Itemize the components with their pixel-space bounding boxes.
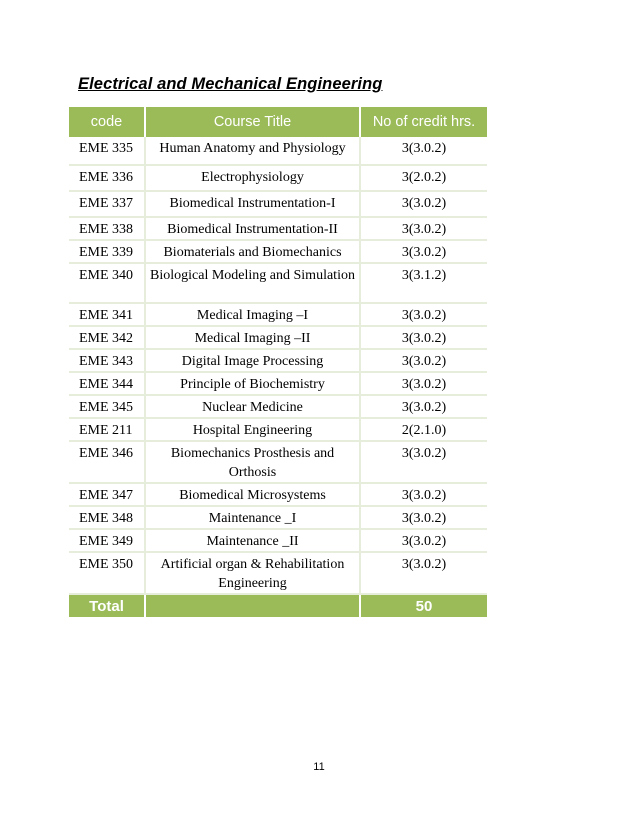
- course-title: Biomedical Instrumentation-I: [145, 191, 360, 217]
- table-row: [69, 217, 487, 240]
- course-credits: 3(3.0.2): [360, 326, 487, 349]
- course-code: EME 339: [69, 240, 145, 263]
- course-code: EME 211: [69, 418, 145, 441]
- course-code: EME 350: [69, 552, 145, 594]
- course-code: EME 342: [69, 326, 145, 349]
- table-row: [69, 165, 487, 191]
- course-credits: 3(3.0.2): [360, 303, 487, 326]
- course-credits: 3(2.0.2): [360, 165, 487, 191]
- course-credits: 3(3.0.2): [360, 506, 487, 529]
- table-row: [69, 326, 487, 349]
- table-row: [69, 441, 487, 483]
- table-row: [69, 552, 487, 594]
- course-code: EME 348: [69, 506, 145, 529]
- page-number: 11: [313, 761, 325, 773]
- section-heading: Electrical and Mechanical Engineering: [78, 75, 383, 93]
- course-table-body: [69, 137, 487, 594]
- table-row: [69, 191, 487, 217]
- course-credits: 3(3.0.2): [360, 217, 487, 240]
- course-code: EME 341: [69, 303, 145, 326]
- course-title: Biomedical Microsystems: [145, 483, 360, 506]
- course-title: Human Anatomy and Physiology: [145, 137, 360, 165]
- table-header-row: [69, 107, 487, 137]
- course-title: Biomaterials and Biomechanics: [145, 240, 360, 263]
- table-row: [69, 349, 487, 372]
- course-title: Artificial organ & Rehabilitation Engineering: [145, 552, 360, 594]
- total-row: [69, 594, 487, 617]
- course-credits: 3(3.0.2): [360, 349, 487, 372]
- course-credits: 3(3.0.2): [360, 372, 487, 395]
- table-row: [69, 137, 487, 165]
- course-table: [69, 107, 487, 617]
- course-credits: 3(3.0.2): [360, 137, 487, 165]
- course-title: Digital Image Processing: [145, 349, 360, 372]
- table-row: [69, 303, 487, 326]
- course-code: EME 349: [69, 529, 145, 552]
- course-credits: 3(3.0.2): [360, 191, 487, 217]
- total-label: Total: [69, 594, 145, 617]
- course-title: Biological Modeling and Simulation: [145, 263, 360, 303]
- course-code: EME 345: [69, 395, 145, 418]
- course-code: EME 336: [69, 165, 145, 191]
- course-code: EME 337: [69, 191, 145, 217]
- course-code: EME 340: [69, 263, 145, 303]
- table-row: [69, 372, 487, 395]
- table-row: [69, 395, 487, 418]
- course-title: Hospital Engineering: [145, 418, 360, 441]
- course-title: Biomedical Instrumentation-II: [145, 217, 360, 240]
- course-title: Medical Imaging –II: [145, 326, 360, 349]
- course-credits: 3(3.0.2): [360, 483, 487, 506]
- course-credits: 3(3.0.2): [360, 529, 487, 552]
- table-row: [69, 506, 487, 529]
- table-row: [69, 418, 487, 441]
- total-value: 50: [360, 594, 487, 617]
- table-row: [69, 483, 487, 506]
- course-title: Nuclear Medicine: [145, 395, 360, 418]
- course-code: EME 335: [69, 137, 145, 165]
- course-credits: 3(3.0.2): [360, 552, 487, 594]
- course-credits: 3(3.1.2): [360, 263, 487, 303]
- course-title: Biomechanics Prosthesis and Orthosis: [145, 441, 360, 483]
- course-code: EME 344: [69, 372, 145, 395]
- course-title: Maintenance _II: [145, 529, 360, 552]
- table-row: [69, 263, 487, 303]
- course-title: Maintenance _I: [145, 506, 360, 529]
- course-code: EME 338: [69, 217, 145, 240]
- course-title: Medical Imaging –I: [145, 303, 360, 326]
- course-credits: 3(3.0.2): [360, 395, 487, 418]
- header-credit-hours: No of credit hrs.: [360, 107, 487, 137]
- course-credits: 3(3.0.2): [360, 240, 487, 263]
- table-row: [69, 240, 487, 263]
- course-code: EME 346: [69, 441, 145, 483]
- header-code: code: [69, 107, 145, 137]
- table-row: [69, 529, 487, 552]
- course-credits: 3(3.0.2): [360, 441, 487, 483]
- total-empty-cell: [145, 594, 360, 617]
- course-code: EME 343: [69, 349, 145, 372]
- course-code: EME 347: [69, 483, 145, 506]
- course-title: Electrophysiology: [145, 165, 360, 191]
- header-course-title: Course Title: [145, 107, 360, 137]
- course-title: Principle of Biochemistry: [145, 372, 360, 395]
- course-credits: 2(2.1.0): [360, 418, 487, 441]
